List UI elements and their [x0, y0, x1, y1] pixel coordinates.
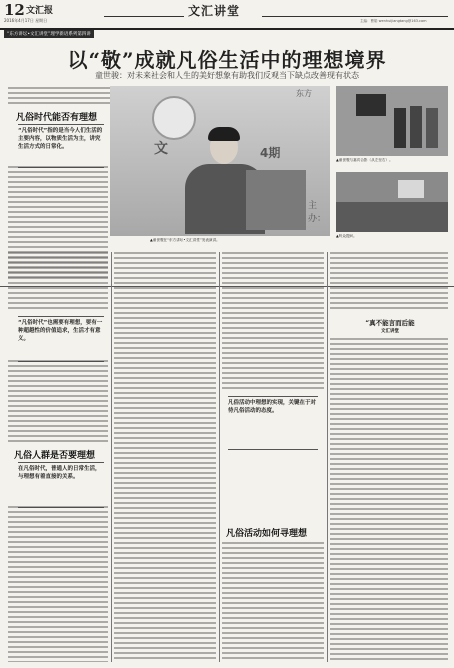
audience-photo-caption: ▲听众提问。 [336, 234, 357, 238]
column-rule-1 [111, 252, 112, 662]
section-heading-1: 凡俗时代能否有理想 [16, 113, 98, 123]
section-heading-2: 凡俗人群是否要理想 [14, 451, 96, 461]
column-rule-2 [219, 252, 220, 662]
audience-rows [336, 202, 448, 232]
sidebar-heading: “真不能言而后能 [365, 319, 415, 327]
body-text-2 [8, 252, 108, 312]
series-label: “东方讲坛•文汇讲堂”理学新语系列第四讲 [4, 30, 94, 38]
body-text-8 [330, 252, 448, 312]
speaker-hair [208, 127, 240, 141]
sidebar-subheading: 文汇讲堂 [381, 329, 399, 334]
section-rule-right [262, 16, 448, 17]
masthead [0, 0, 454, 30]
podium [246, 170, 306, 230]
body-text-4 [8, 506, 108, 662]
subtitle: 童世骏：对未来社会和人生的美好想象有助我们反观当下缺点改善现有状态 [95, 71, 359, 80]
person-1 [394, 108, 406, 148]
pullquote-3: 在凡俗时代，普通人的日常生活，与理想有着直接的关系。 [18, 462, 104, 508]
pullquote-1: “凡俗时代”指的是当今人们生活的主要内容，以物质生活为主，讲究生活方式的日常化。 [18, 124, 104, 168]
screen-display [356, 94, 386, 116]
brand-text: 东方 [296, 89, 312, 98]
projection-screen [398, 180, 424, 198]
main-photo-caption: ▲童世骏在“东方讲坛•文汇讲堂”发表演讲。 [150, 238, 220, 242]
body-text-5 [114, 252, 216, 662]
newspaper-name: 文汇报 [26, 6, 54, 16]
pullquote-2: “凡俗时代”也需要有理想，要有一种超越性的价值追求，生活才有意义。 [18, 316, 104, 362]
editor-contact: 主编：曹皓 wenhuijiangtang@163.com [360, 19, 427, 23]
issue-date: 2016年4月17日 星期日 [4, 18, 48, 23]
stage-text: 文 [154, 141, 168, 157]
section-heading-3: 凡俗活动如何寻理想 [226, 529, 308, 539]
headline: 以“敬”成就凡俗生活中的理想境界 [67, 48, 387, 72]
group-photo [336, 86, 448, 156]
section-title: 文汇讲堂 [188, 4, 241, 18]
host-text: 主办： [308, 201, 327, 224]
main-photo [110, 86, 330, 236]
body-text-3 [8, 360, 108, 444]
person-3 [426, 108, 438, 148]
group-photo-caption: ▲童世骏与嘉宾合影（从左至右）。 [336, 158, 393, 162]
series-banner [0, 29, 454, 39]
page-number: 12 [4, 1, 25, 19]
audience-photo [336, 172, 448, 232]
body-text-7 [222, 542, 324, 662]
body-text-6 [222, 252, 324, 392]
person-2 [410, 106, 422, 148]
stage-number: 4期 [260, 146, 281, 160]
pullquote-4: 凡俗活动中理想的实现，关键在于对待凡俗活动的态度。 [228, 396, 318, 450]
section-rule-left [104, 16, 184, 17]
body-text-9 [330, 338, 448, 662]
column-rule-3 [327, 252, 328, 662]
